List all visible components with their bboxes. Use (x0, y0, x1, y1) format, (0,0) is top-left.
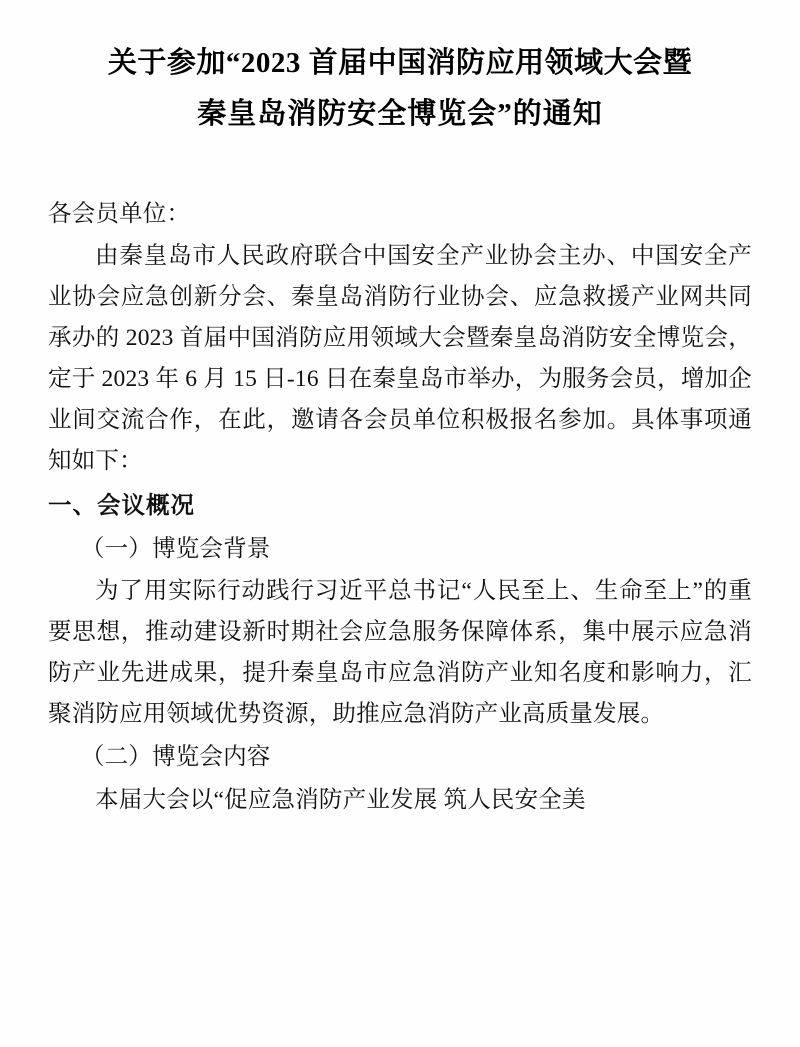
title-line-2: 秦皇岛消防安全博览会”的通知 (197, 97, 603, 130)
subsection-heading-2: （二）博览会内容 (80, 743, 271, 770)
salutation: 各会员单位： (48, 200, 191, 227)
subsection-paragraph-1: 为了用实际行动践行习近平总书记“人民至上、生命至上”的重要思想，推动建设新时期社会应急服务保障体系，集中展示应急消防产业先进成果，提升秦皇岛市应急消防产业知名度和影响力，汇聚消防应用领域优势资源，助推应急消防产业高质量发展。 (48, 578, 752, 727)
subsection-paragraph-2: 本届大会以“促应急消防产业发展 筑人民安全美 (95, 786, 586, 813)
intro-paragraph: 由秦皇岛市人民政府联合中国安全产业协会主办、中国安全产业协会应急创新分会、秦皇岛消防行业协会、应急救援产业网共同承办的 2023 首届中国消防应用领域大会暨秦皇岛消防安全博览会，定于 2023 年 6 月 15 日-16 日在秦皇岛市举办，为服务会员，增加企业间交流合作，在此，邀请各会员单位积极报名参加。具体事项通知如下： (48, 243, 752, 474)
title-line-1: 关于参加“2023 首届中国消防应用领域大会暨 (107, 47, 693, 79)
page-title (48, 38, 752, 140)
subsection-heading-1: （一）博览会背景 (80, 535, 271, 562)
document-body (48, 194, 752, 821)
section-heading-1: 一、会议概况 (48, 492, 195, 519)
